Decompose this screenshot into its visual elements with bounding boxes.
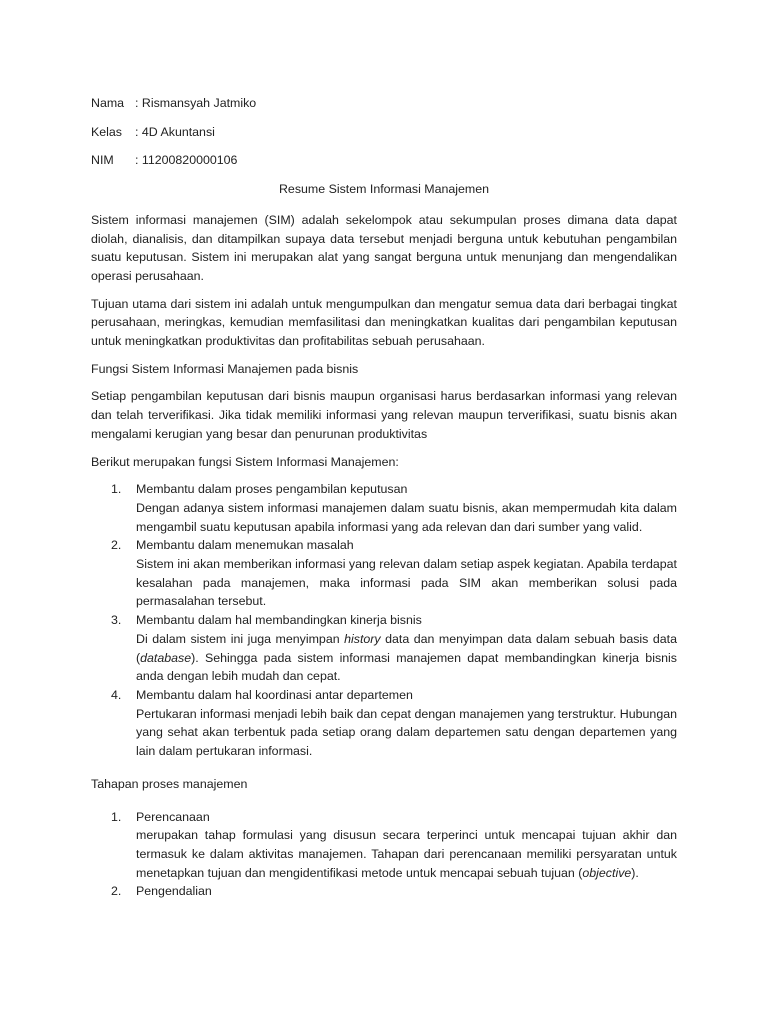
desc-emphasis-objective: objective: [582, 865, 632, 880]
section-heading-tahapan: Tahapan proses manajemen: [91, 776, 248, 791]
desc-emphasis-database: database: [140, 650, 192, 665]
kelas-row: [91, 123, 677, 142]
paragraph-fungsi: Setiap pengambilan keputusan dari bisnis maupun organisasi harus berdasarkan informasi yang relevan dan telah terverifikasi. Jika tidak memiliki informasi yang relevan maupun terverifikasi, suatu bisnis akan mengalami kerugian yang besar dan penurunan produktivitas: [91, 389, 677, 441]
list-item: [91, 480, 677, 536]
list-item-desc: [136, 826, 677, 882]
list-item: [91, 536, 677, 611]
list-number: 1.: [111, 809, 122, 824]
list-item-desc: Pertukaran informasi menjadi lebih baik dan cepat dengan manajemen yang terstruktur. Hubungan yang sehat akan terbentuk pada setiap orang dalam departemen satu dengan departemen yang lain dalam pertukaran informasi.: [136, 706, 677, 759]
desc-text: ). Sehingga pada sistem informasi manajemen dapat membandingkan kinerja bisnis anda dengan lebih mudah dan cepat.: [136, 650, 677, 684]
list-item: [91, 808, 677, 883]
nama-row: [91, 94, 677, 113]
nim-label: NIM: [91, 153, 114, 168]
list-item-desc: Dengan adanya sistem informasi manajemen dalam suatu bisnis, akan mempermudah kita dalam mengambil suatu keputusan apabila informasi yang ada relevan dan dari sumber yang valid.: [136, 500, 677, 534]
paragraph-intro: Sistem informasi manajemen (SIM) adalah sekelompok atau sekumpulan proses dimana data dapat diolah, dianalisis, dan ditampilkan supaya data tersebut menjadi berguna untuk kebutuhan pengambilan suatu keputusan. Sistem ini merupakan alat yang sangat berguna untuk menunjang dan mengendalikan operasi perusahaan.: [91, 212, 677, 283]
desc-text: data dan menyimpan data dalam sebuah basis data (: [136, 631, 677, 665]
list-number: 3.: [111, 613, 122, 628]
list-number: 2.: [111, 538, 122, 553]
fungsi-list-intro: Berikut merupakan fungsi Sistem Informasi Manajemen:: [91, 454, 399, 469]
desc-emphasis-history: history: [344, 631, 381, 646]
list-item-title: Perencanaan: [136, 809, 210, 824]
list-number: 2.: [111, 884, 122, 899]
nim-row: [91, 151, 677, 170]
list-item-title: Membantu dalam proses pengambilan keputusan: [136, 482, 408, 497]
nim-value: : 11200820000106: [135, 153, 238, 168]
list-item-desc: Sistem ini akan memberikan informasi yang relevan dalam setiap aspek kegiatan. Apabila terdapat kesalahan pada manajemen, maka informasi pada SIM akan memberikan solusi pada permasalahan tersebut.: [136, 557, 677, 609]
list-number: 4.: [111, 687, 122, 702]
list-item: [91, 686, 677, 761]
list-number: 1.: [111, 482, 122, 497]
paragraph-purpose: Tujuan utama dari sistem ini adalah untuk mengumpulkan dan mengatur semua data dari berbagai tingkat perusahaan, meringkas, kemudian memfasilitasi dan meningkatkan kualitas dari pengambilan keputusan untuk meningkatkan produktivitas dan profitabilitas sebuah perusahaan.: [91, 296, 677, 349]
desc-text: Di dalam sistem ini juga menyimpan: [136, 631, 345, 646]
kelas-value: : 4D Akuntansi: [135, 124, 215, 139]
desc-text: ).: [631, 865, 639, 880]
list-item-desc: [136, 630, 677, 686]
list-item-title: Membantu dalam hal membandingkan kinerja bisnis: [136, 613, 422, 628]
section-heading-fungsi: Fungsi Sistem Informasi Manajemen pada bisnis: [91, 361, 359, 376]
kelas-label: Kelas: [91, 124, 122, 139]
nama-value: : Rismansyah Jatmiko: [135, 96, 257, 110]
list-item-title: Pengendalian: [136, 884, 212, 899]
tahapan-list: [91, 808, 677, 902]
list-item-title: Membantu dalam hal koordinasi antar departemen: [136, 687, 413, 702]
document-title: Resume Sistem Informasi Manajemen: [278, 182, 490, 197]
fungsi-list: [91, 480, 677, 761]
list-item-title: Membantu dalam menemukan masalah: [136, 538, 354, 553]
list-item: [91, 611, 677, 686]
desc-text: merupakan tahap formulasi yang disusun secara terperinci untuk mencapai tujuan akhir dan termasuk ke dalam aktivitas manajemen. Tahapan dari perencanaan memiliki persyaratan untuk menetapkan tujuan dan mengidentifikasi metode untuk mencapai sebuah tujuan (: [136, 828, 677, 880]
list-item: [91, 882, 677, 901]
nama-label: Nama: [91, 96, 125, 110]
